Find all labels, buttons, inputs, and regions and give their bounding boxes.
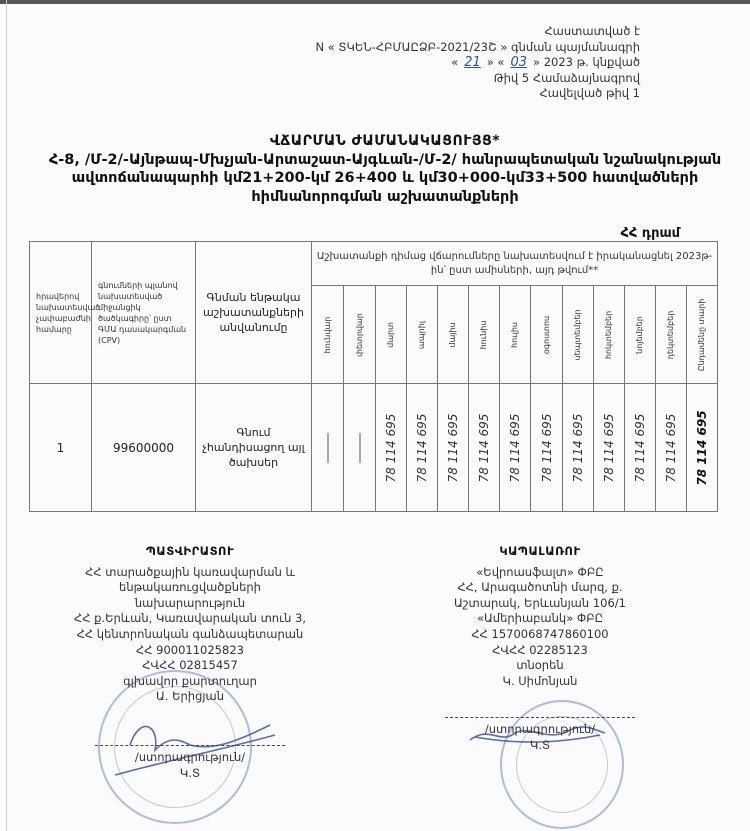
month-label: նոյեմբեր	[635, 315, 644, 354]
agreement-number: Թիվ 5 Համաձայնագրով	[493, 70, 640, 85]
cell-month-value	[531, 384, 563, 512]
header-payments: Աշխատանքի դիմաց վճարումները նախատեսվում է իրականացնել 2023թ-ին՝ ըստ ամիսների, այդ թվում**	[312, 242, 718, 286]
header-month	[531, 286, 563, 384]
month-label: հունիս	[479, 320, 488, 349]
customer-detail-line: ՀՀ տարածքային կառավարման և	[85, 564, 295, 579]
header-cpv: գնումների պլանով նախատեսված միջանցիկ ծածկագիրը՝ ըստ ԳՄԱ դասակարգման (CPV)	[92, 242, 196, 384]
contract-reference: N « ՏԿԵՆ-ՀԲՄԱԸՁԲ-2021/23Շ » գնման պայմանագրի	[315, 39, 640, 54]
approval-line-1: Հաստատված է	[544, 24, 640, 38]
cell-total	[687, 384, 718, 512]
handwritten-day: 21	[464, 55, 481, 70]
month-label: սեպտեմբեր	[573, 308, 582, 361]
header-month	[407, 286, 438, 384]
cell-work-name: Գնում չհանդիսացող այլ ծախսեր	[196, 384, 312, 512]
contractor-signature-line	[445, 717, 635, 718]
contractor-signature-label: /ստորագրություն/	[484, 722, 596, 737]
value-text: 78 114 695	[602, 413, 616, 482]
annex-number: Հավելված թիվ 1	[539, 86, 640, 100]
month-label: հունվար	[322, 316, 332, 353]
month-label: ապրիլ	[417, 320, 426, 349]
title-line-4: հիմնանորոգման աշխատանքների	[251, 188, 519, 205]
header-month	[344, 286, 376, 384]
value-text: 78 114 695	[695, 409, 710, 486]
customer-detail-line: նախարարություն	[134, 595, 246, 610]
cell-month-value	[500, 384, 531, 512]
customer-block	[40, 544, 340, 781]
month-label: մայիս	[448, 321, 457, 348]
value-text: 78 114 695	[633, 413, 647, 482]
window-top-bar	[0, 0, 750, 4]
contractor-stamp-label: Կ.Տ	[529, 737, 551, 752]
cell-empty-dash	[312, 384, 344, 512]
header-month	[687, 286, 718, 384]
contractor-heading: ԿԱՊԱԼԱՌՈՒ	[499, 544, 581, 558]
cell-month-value	[625, 384, 656, 512]
customer-detail-line: ՀՀ ք.Երևան, Կառավարական տուն 3,	[73, 611, 307, 626]
month-label: Ընդամենը տարի	[697, 298, 707, 371]
month-label: օգոստոս	[541, 315, 551, 354]
header-month	[656, 286, 687, 384]
customer-signature-line	[95, 745, 285, 746]
contractor-detail-line: ՀՀ 1570068747860100	[471, 626, 609, 641]
customer-detail-line: Ա. Երիցյան	[155, 689, 224, 704]
header-month	[563, 286, 594, 384]
payment-schedule-table	[29, 241, 718, 512]
title-line-3: ավտոճանապարհի կմ21+200-կմ 26+400 և կմ30+000-կմ33+500 հատվածների	[71, 170, 699, 186]
cell-month-value	[376, 384, 407, 512]
table-row	[30, 384, 718, 512]
header-month	[376, 286, 407, 384]
contractor-detail-line: «Եվրոասֆալտ» ՓԲԸ	[476, 564, 604, 579]
header-month	[594, 286, 625, 384]
left-edge-line	[6, 0, 7, 831]
dash-mark	[359, 433, 360, 463]
contractor-block	[400, 544, 680, 754]
contractor-detail-line: «Ամերիաբանկ» ՓԲԸ	[476, 611, 604, 626]
approval-block	[315, 24, 640, 102]
handwritten-month: 03	[510, 55, 528, 70]
month-label: հուլիս	[510, 321, 519, 348]
contractor-detail-line: ՀՀ, Արագածոտնի մարզ, ք.	[457, 580, 623, 595]
contractor-detail-line: տնօրեն	[516, 658, 564, 673]
month-label: մարտ	[386, 321, 395, 348]
cell-month-value	[469, 384, 500, 512]
month-label: հոկտեմբեր	[604, 310, 613, 359]
value-text: 78 114 695	[446, 413, 460, 482]
customer-detail-line: ՀՀ 900011025823	[136, 642, 244, 657]
header-month	[312, 286, 344, 384]
month-label: դեկտեմբեր	[666, 310, 675, 359]
cell-empty-dash	[344, 384, 376, 512]
value-text: 78 114 695	[508, 413, 522, 482]
customer-stamp-label: Կ.Տ	[179, 765, 201, 780]
customer-detail-line: ՀՀ կենտրոնական գանձապետարան	[76, 626, 304, 641]
document-title	[40, 132, 730, 206]
value-text: 78 114 695	[384, 413, 398, 482]
title-line-1: ՎՃԱՐՄԱՆ ԺԱՄԱՆԱԿԱՑՈՒՅՑ*	[269, 133, 501, 149]
value-text: 78 114 695	[664, 413, 678, 482]
header-month	[469, 286, 500, 384]
cell-month-value	[438, 384, 469, 512]
header-lot-number: հրավերով նախատեսված չափաբաժնի համարը	[30, 242, 92, 384]
cell-lot: 1	[30, 384, 92, 512]
contractor-detail-line: Աշտարակ, Երևանյան 106/1	[454, 595, 626, 610]
customer-detail-line: գլխավոր քարտուղար	[123, 673, 257, 688]
customer-detail-line: ենթակառուցվածքների	[119, 580, 261, 595]
dash-mark	[327, 433, 328, 463]
customer-detail-line: ՀՎՀՀ 02815457	[142, 658, 238, 673]
contractor-detail-line: Կ. Սիմոնյան	[502, 673, 578, 688]
value-text: 78 114 695	[477, 413, 491, 482]
header-work-name: Գնման ենթակա աշխատանքների անվանումը	[196, 242, 312, 384]
contractor-detail-line: ՀՎՀՀ 02285123	[492, 642, 588, 657]
title-line-2: Հ-8, /Մ-2/-Այնթապ-Մխչյան-Արտաշատ-Այգևան-/Մ-2/ հանրապետական նշանակության	[48, 151, 722, 168]
header-month	[500, 286, 531, 384]
contract-date: « 21 » « 03 » 2023 թ. կնքված	[451, 55, 640, 70]
cell-month-value	[407, 384, 438, 512]
customer-heading: ՊԱՏՎԻՐԱՏՈՒ	[145, 544, 235, 558]
month-label: փետրվար	[354, 312, 364, 357]
value-text: 78 114 695	[415, 413, 429, 482]
currency-label: ՀՀ դրամ	[620, 226, 680, 241]
cell-month-value	[656, 384, 687, 512]
header-month	[625, 286, 656, 384]
cell-month-value	[563, 384, 594, 512]
year-text: 2023 թ. կնքված	[543, 55, 640, 69]
cell-cpv: 99600000	[92, 384, 196, 512]
header-month	[438, 286, 469, 384]
customer-signature-label: /ստորագրություն/	[134, 749, 246, 764]
value-text: 78 114 695	[571, 413, 585, 482]
value-text: 78 114 695	[539, 413, 554, 482]
cell-month-value	[594, 384, 625, 512]
